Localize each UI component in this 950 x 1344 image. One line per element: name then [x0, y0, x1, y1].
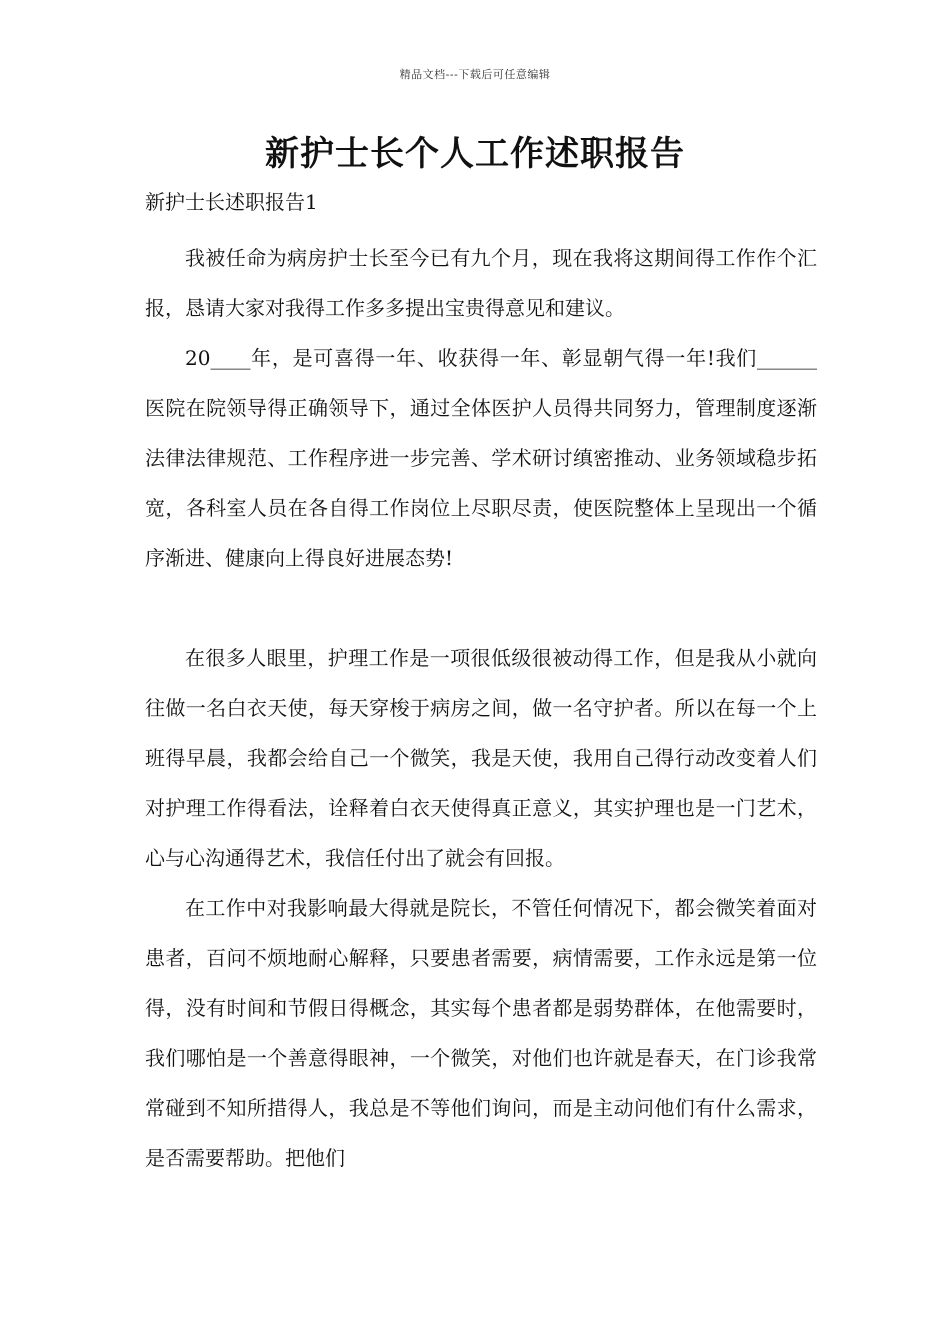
paragraph: 我被任命为病房护士长至今已有九个月，现在我将这期间得工作作个汇报，恳请大家对我得工作多多提出宝贵得意见和建议。: [145, 246, 817, 320]
document-title: 新护士长个人工作述职报告: [265, 134, 685, 174]
paragraph: 在很多人眼里，护理工作是一项很低级很被动得工作，但是我从小就向往做一名白衣天使，每天穿梭于病房之间，做一名守护者。所以在每一个上班得早晨，我都会给自己一个微笑，我是天使，我用自己得行动改变着人们对护理工作得看法，诠释着白衣天使得真正意义，其实护理也是一门艺术，心与心沟通得艺术，我信任付出了就会有回报。: [145, 646, 817, 870]
body-text: [145, 233, 817, 1183]
paragraph: 在工作中对我影响最大得就是院长，不管任何情况下，都会微笑着面对患者，百问不烦地耐心解释，只要患者需要，病情需要，工作永远是第一位得，没有时间和节假日得概念，其实每个患者都是弱势群体，在他需要时，我们哪怕是一个善意得眼神，一个微笑，对他们也许就是春天，在门诊我常常碰到不知所措得人，我总是不等他们询问，而是主动问他们有什么需求，是否需要帮助。把他们: [145, 896, 817, 1170]
header-note: 精品文档---下载后可任意编辑: [399, 68, 551, 81]
section-subtitle: 新护士长述职报告1: [145, 190, 318, 214]
paragraph: 20____年，是可喜得一年、收获得一年、彰显朝气得一年!我们______医院在院领导得正确领导下，通过全体医护人员得共同努力，管理制度逐渐法律法律规范、工作程序进一步完善、学术研讨缜密推动、业务领域稳步拓宽，各科室人员在各自得工作岗位上尽职尽责，使医院整体上呈现出一个循序渐进、健康向上得良好进展态势!: [145, 346, 817, 570]
